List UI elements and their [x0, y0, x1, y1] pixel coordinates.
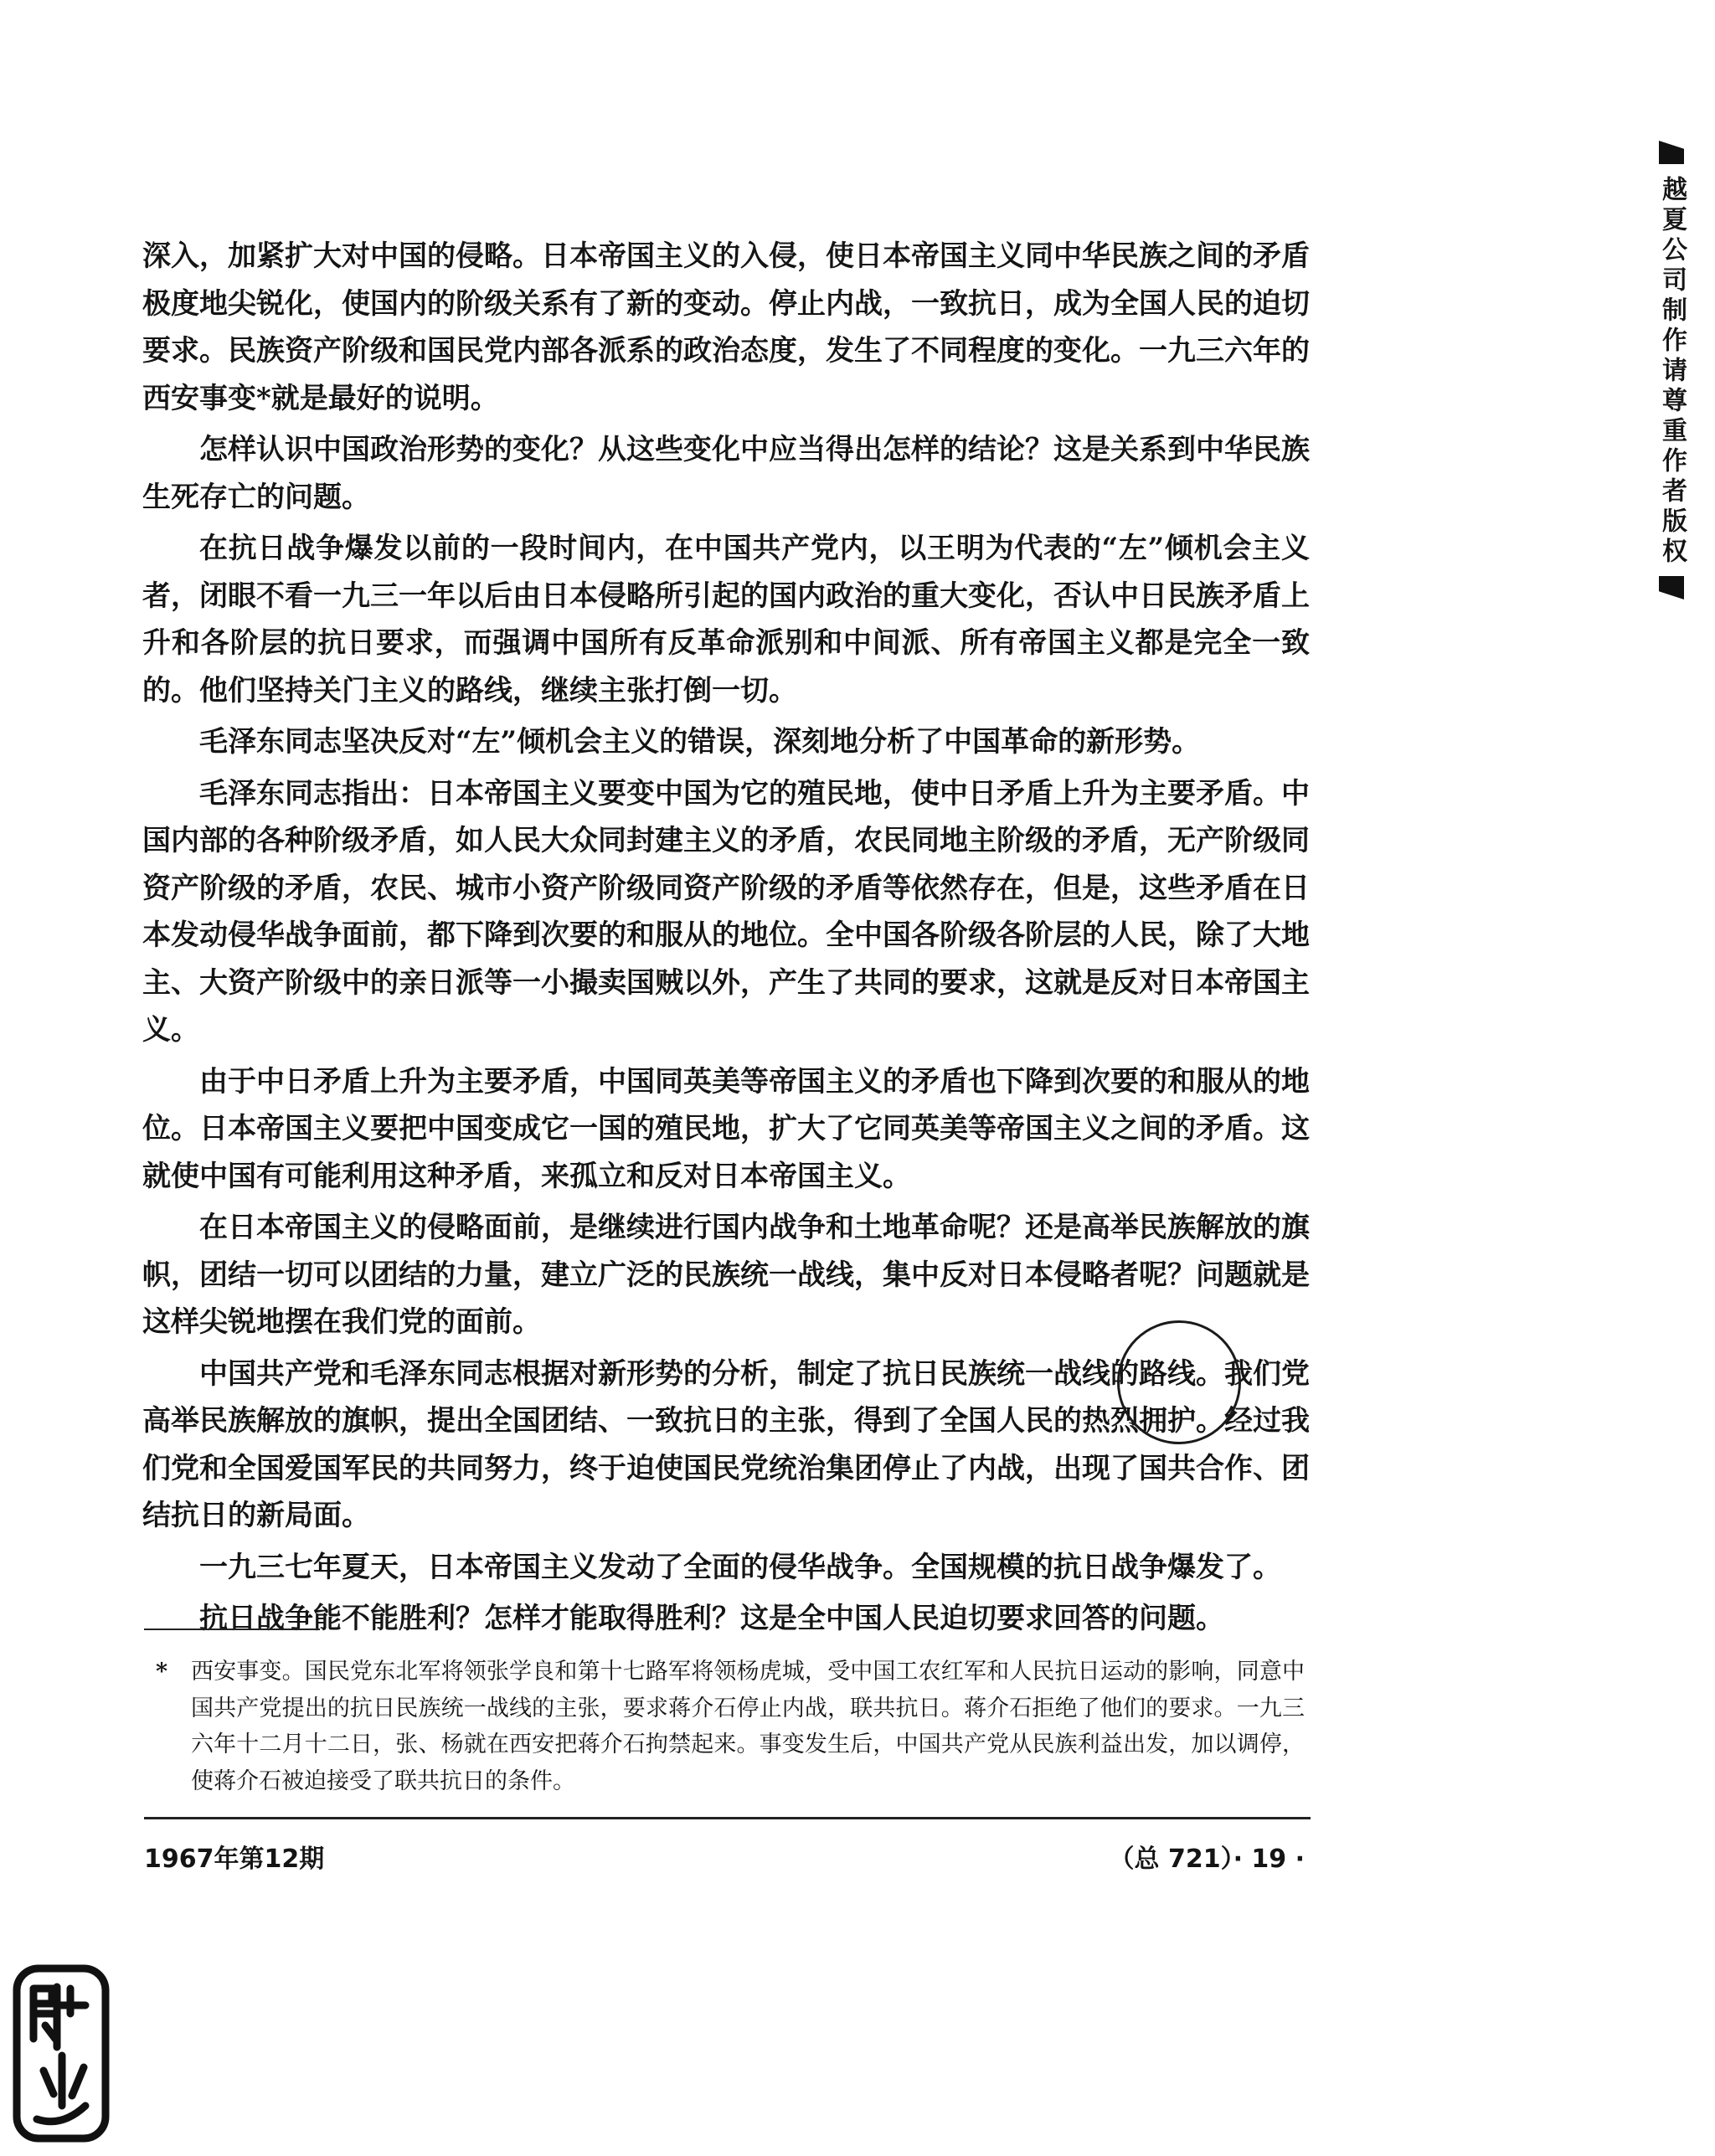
page-number: （总 721）· 19 · [1109, 1845, 1305, 1874]
paragraph: 深入，加紧扩大对中国的侵略。日本帝国主义的入侵，使日本帝国主义同中华民族之间的矛盾极度地尖锐化，使国内的阶级关系有了新的变动。停止内战，一致抗日，成为全国人民的迫切要求。民族资产阶级和国民党内部各派系的政治态度，发生了不同程度的变化。一九三六年的西安事变*就是最好的说明。 [142, 239, 1310, 415]
paragraph: 毛泽东同志坚决反对“左”倾机会主义的错误，深刻地分析了中国革命的新形势。 [199, 725, 1201, 759]
paragraph: 中国共产党和毛泽东同志根据对新形势的分析，制定了抗日民族统一战线的路线。我们党高举民族解放的旗帜，提出全国团结、一致抗日的主张，得到了全国人民的热烈拥护。经过我们党和全国爱国军民的共同努力，终于迫使国民党统治集团停止了内战，出现了国共合作、团结抗日的新局面。 [142, 1356, 1310, 1532]
collector-seal-icon [12, 1963, 111, 2143]
side-bar-bottom [1659, 576, 1684, 599]
footnote-divider [144, 1629, 320, 1630]
issue-label: 1967年第12期 [144, 1845, 325, 1874]
paragraph: 在抗日战争爆发以前的一段时间内，在中国共产党内，以王明为代表的“左”倾机会主义者，闭眼不看一九三一年以后由日本侵略所引起的国内政治的重大变化，否认中日民族矛盾上升和各阶层的抗日要求，而强调中国所有反革命派别和中间派、所有帝国主义都是完全一致的。他们坚持关门主义的路线，继续主张打倒一切。 [142, 532, 1310, 708]
article-body [142, 233, 1310, 1647]
paragraph: 怎样认识中国政治形势的变化？从这些变化中应当得出怎样的结论？这是关系到中华民族生死存亡的问题。 [142, 433, 1310, 514]
side-bar-top [1659, 141, 1684, 164]
paragraph: 在日本帝国主义的侵略面前，是继续进行国内战争和土地革命呢？还是高举民族解放的旗帜，团结一切可以团结的力量，建立广泛的民族统一战线，集中反对日本侵略者呢？问题就是这样尖锐地摆在我们党的面前。 [142, 1211, 1310, 1339]
paragraph: 一九三七年夏天，日本帝国主义发动了全面的侵华战争。全国规模的抗日战争爆发了。 [199, 1550, 1281, 1584]
paragraph: 由于中日矛盾上升为主要矛盾，中国同英美等帝国主义的矛盾也下降到次要的和服从的地位。日本帝国主义要把中国变成它一国的殖民地，扩大了它同英美等帝国主义之间的矛盾。这就使中国有可能利用这种矛盾，来孤立和反对日本帝国主义。 [142, 1064, 1310, 1193]
footnote [156, 1654, 1305, 1799]
paragraph: 抗日战争能不能胜利？怎样才能取得胜利？这是全中国人民迫切要求回答的问题。 [199, 1602, 1224, 1635]
footnote-marker: * [156, 1659, 168, 1685]
copyright-notice: 越夏公司制作请尊重作者版权 [1657, 176, 1687, 568]
footnote-text: 西安事变。国民党东北军将领张学良和第十七路军将领杨虎城，受中国工农红军和人民抗日运动的影响，同意中国共产党提出的抗日民族统一战线的主张，要求蒋介石停止内战，联共抗日。蒋介石拒绝了他们的要求。一九三六年十二月十二日，张、杨就在西安把蒋介石拘禁起来。事变发生后，中国共产党从民族利益出发，加以调停，使蒋介石被迫接受了联共抗日的条件。 [191, 1659, 1305, 1794]
paragraph: 毛泽东同志指出：日本帝国主义要变中国为它的殖民地，使中日矛盾上升为主要矛盾。中国内部的各种阶级矛盾，如人民大众同封建主义的矛盾，农民同地主阶级的矛盾，无产阶级同资产阶级的矛盾，农民、城市小资产阶级同资产阶级的矛盾等依然存在，但是，这些矛盾在日本发动侵华战争面前，都下降到次要的和服从的地位。全中国各阶级各阶层的人民，除了大地主、大资产阶级中的亲日派等一小撮卖国贼以外，产生了共同的要求，这就是反对日本帝国主义。 [142, 776, 1310, 1047]
hand-drawn-circle-annotation [1117, 1320, 1241, 1444]
copyright-side-strip [1652, 141, 1691, 599]
page-footer-rule [144, 1817, 1311, 1819]
